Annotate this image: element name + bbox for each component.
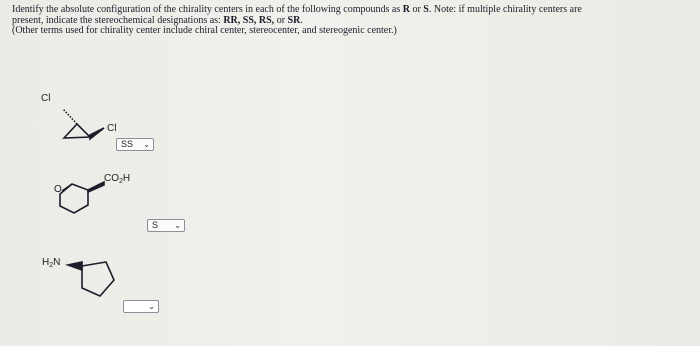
compound-2-structure	[60, 182, 104, 213]
question-line-3: (Other terms used for chirality center include chiral center, stereocenter, and stereogenic center.)	[12, 25, 397, 36]
compound-1-structure	[63, 109, 104, 139]
oxygen-label: O	[54, 184, 62, 195]
chevron-down-icon: ⌄	[174, 221, 181, 230]
compound-3-structure	[68, 262, 114, 296]
compound-2-selected-value: S	[152, 220, 159, 230]
compound-2-configuration-select[interactable]	[147, 219, 185, 232]
compound-1-configuration-select[interactable]	[116, 138, 154, 151]
carboxylic-acid-label: $CO_2H$	[104, 173, 131, 185]
chlorine-label-2: Cl	[107, 123, 117, 134]
question-line-1: Identify the absolute configuration of the chirality centers in each of the following compounds as R or S. Note: if multiple chirality centers are	[12, 4, 582, 15]
question-line-2: present, indicate the stereochemical designations as: RR, SS, RS, or SR.	[12, 14, 303, 26]
chevron-down-icon: ⌄	[148, 302, 155, 311]
amine-label: $H_2N$	[42, 257, 61, 269]
chlorine-label-1: Cl	[41, 93, 51, 104]
chevron-down-icon: ⌄	[143, 140, 150, 149]
compound-1-selected-value: SS	[121, 139, 134, 149]
compound-3-configuration-select[interactable]	[123, 300, 159, 313]
